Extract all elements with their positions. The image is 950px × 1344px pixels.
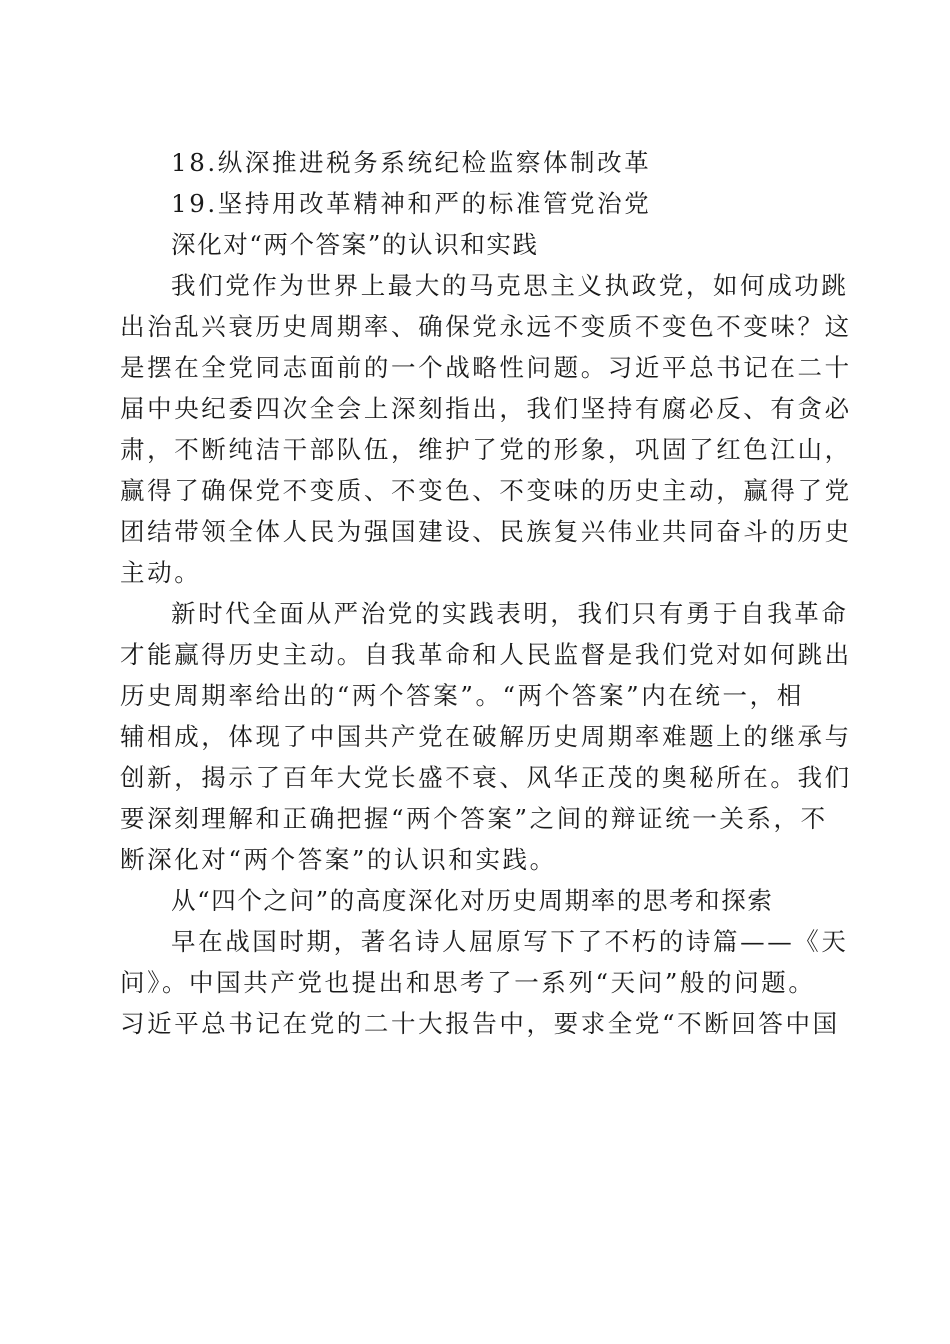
paragraph-line: 出治乱兴衰历史周期率、确保党永远不变质不变色不变味？这: [120, 312, 852, 341]
paragraph-line: 辅相成，体现了中国共产党在破解历史周期率难题上的继承与: [120, 722, 852, 751]
paragraph-line: 早在战国时期，著名诗人屈原写下了不朽的诗篇——《天: [171, 927, 849, 956]
paragraph-line: 习近平总书记在党的二十大报告中，要求全党“不断回答中国: [120, 1009, 840, 1038]
paragraph-line: 要深刻理解和正确把握“两个答案”之间的辩证统一关系，不: [120, 804, 828, 833]
paragraph-line: 团结带领全体人民为强国建设、民族复兴伟业共同奋斗的历史: [120, 517, 852, 546]
list-item-18: 18.纵深推进税务系统纪检监察体制改革: [171, 148, 652, 177]
section-heading-two-answers: 深化对“两个答案”的认识和实践: [171, 230, 539, 259]
document-body: [120, 142, 852, 1044]
paragraph-line: 我们党作为世界上最大的马克思主义执政党，如何成功跳: [171, 271, 849, 300]
paragraph-line: 创新，揭示了百年大党长盛不衰、风华正茂的奥秘所在。我们: [120, 763, 852, 792]
paragraph-line: 断深化对“两个答案”的认识和实践。: [120, 845, 557, 874]
paragraph-line: 是摆在全党同志面前的一个战略性问题。习近平总书记在二十: [120, 353, 852, 382]
paragraph-line: 新时代全面从严治党的实践表明，我们只有勇于自我革命: [171, 599, 849, 628]
paragraph-line: 赢得了确保党不变质、不变色、不变味的历史主动，赢得了党: [120, 476, 852, 505]
paragraph-line: 才能赢得历史主动。自我革命和人民监督是我们党对如何跳出: [120, 640, 852, 669]
section-heading-four-questions: 从“四个之问”的高度深化对历史周期率的思考和探索: [171, 886, 774, 915]
paragraph-line: 问》。中国共产党也提出和思考了一系列“天问”般的问题。: [120, 968, 816, 997]
list-item-19: 19.坚持用改革精神和严的标准管党治党: [171, 189, 652, 218]
paragraph-line: 肃，不断纯洁干部队伍，维护了党的形象，巩固了红色江山，: [120, 435, 852, 464]
paragraph-line: 历史周期率给出的“两个答案”。“两个答案”内在统一，相: [120, 681, 804, 710]
paragraph-line: 主动。: [120, 558, 202, 587]
paragraph-line: 届中央纪委四次全会上深刻指出，我们坚持有腐必反、有贪必: [120, 394, 852, 423]
